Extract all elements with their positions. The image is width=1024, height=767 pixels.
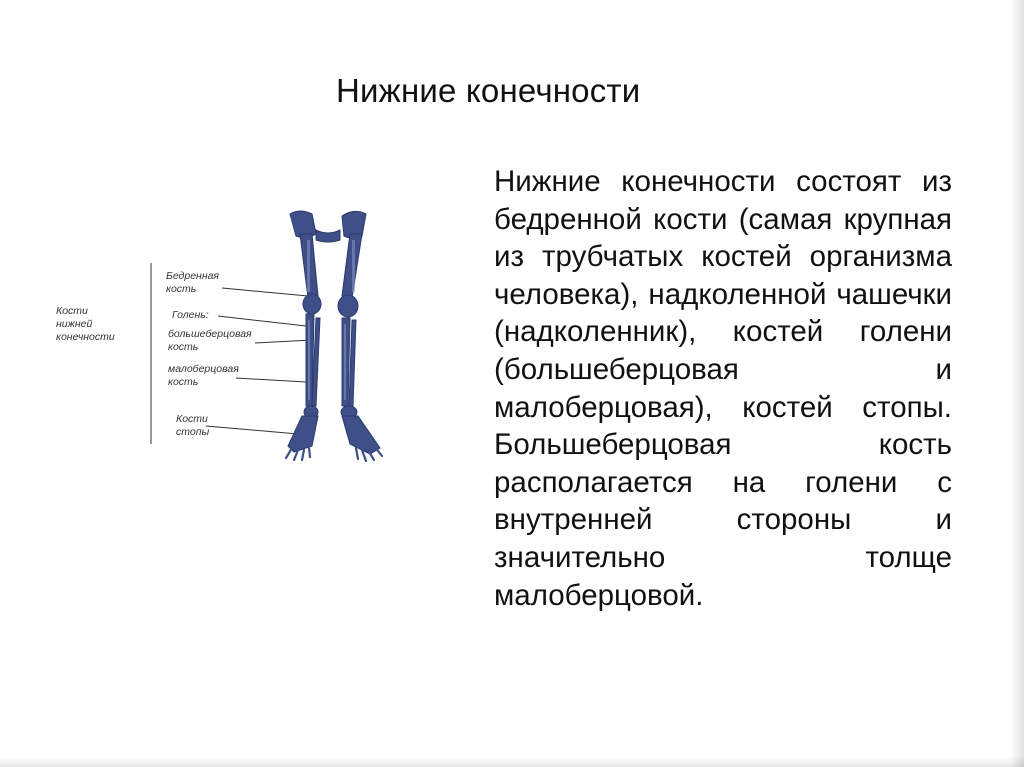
label-fibula-2: кость [168, 376, 199, 388]
skeleton-figure [50, 200, 410, 470]
pointer-lines [206, 288, 312, 434]
slide-shadow-bottom [0, 757, 1024, 767]
group-label-line-2: нижней [56, 318, 93, 330]
label-tibia-1: большеберцовая [168, 328, 252, 340]
pubis-bone [316, 230, 340, 242]
label-femur-1: Бедренная [166, 270, 220, 282]
bones [288, 211, 380, 454]
label-foot-1: Кости [176, 413, 208, 425]
label-shin: Голень: [172, 309, 209, 321]
legs-skeleton-illustration [50, 200, 410, 470]
right-foot [342, 416, 380, 454]
right-knee [338, 295, 358, 317]
slide-title: Нижние конечности [336, 72, 641, 109]
left-knee [303, 294, 321, 314]
slide-shadow-right [1010, 0, 1024, 767]
label-femur-2: кость [166, 283, 197, 295]
label-tibia-2: кость [168, 341, 199, 353]
group-label-line-1: Кости [56, 305, 88, 317]
label-fibula-1: малоберцовая [168, 363, 239, 375]
group-label-line-3: конечности [56, 331, 115, 343]
label-foot-2: стопы [176, 426, 210, 438]
slide-body-text: Нижние конечности состоят из бедренной кости (самая крупная из трубчатых костей организма человека), надколенной чашечки (надколенник), костей голени (большеберцовая и малоберцовая), костей стопы. Большеберцовая кость располагается на голени с внутренней стороны и значительно толще малоберцовой. [494, 165, 952, 612]
